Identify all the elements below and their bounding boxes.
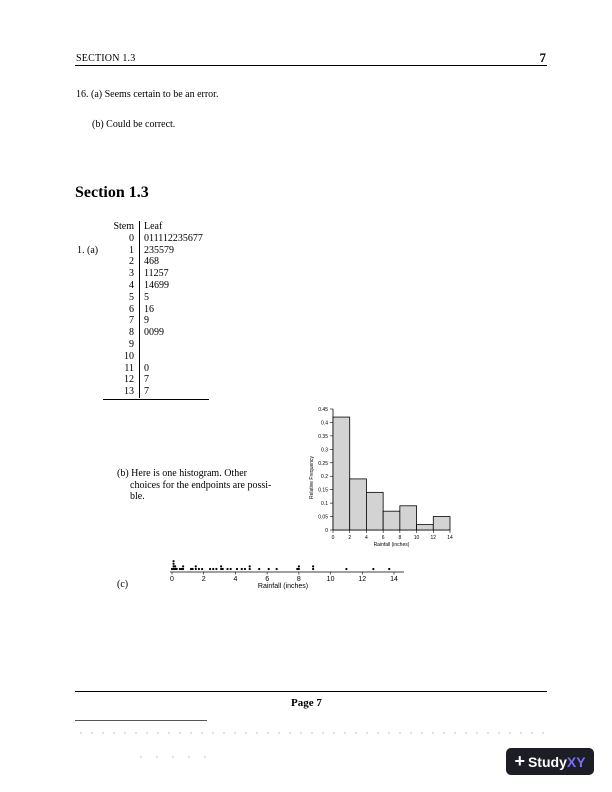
histogram-x-axis-label: Rainfall (inches) bbox=[373, 542, 410, 548]
section-title: Section 1.3 bbox=[75, 184, 149, 201]
histogram-x-tick-label: 2 bbox=[348, 535, 352, 541]
stem-leaf-row bbox=[103, 351, 204, 363]
dotplot-point bbox=[174, 565, 176, 567]
dotplot-point bbox=[345, 568, 347, 570]
faded-footnote-line bbox=[80, 730, 550, 736]
histogram-x-tick-label: 6 bbox=[381, 535, 385, 541]
problem-1b-line1: (b) Here is one histogram. Other bbox=[117, 468, 247, 479]
stem-leaf-header-row bbox=[103, 221, 204, 233]
histogram-bar bbox=[417, 525, 434, 530]
stem-leaf-row bbox=[103, 233, 204, 245]
leaf-value bbox=[140, 339, 205, 351]
stem-leaf-row bbox=[103, 280, 204, 292]
dotplot-point bbox=[220, 565, 222, 567]
dotplot-point bbox=[276, 568, 278, 570]
dotplot-point bbox=[176, 568, 178, 570]
leaf-value: 011112235677 bbox=[144, 232, 203, 244]
dotplot-point bbox=[372, 568, 374, 570]
dotplot-x-tick-label: 14 bbox=[390, 576, 398, 583]
histogram-x-tick-label: 14 bbox=[447, 535, 453, 541]
histogram-bar bbox=[366, 492, 383, 530]
dotplot-point bbox=[209, 568, 211, 570]
dotplot-point bbox=[230, 568, 232, 570]
running-header-section: SECTION 1.3 bbox=[76, 53, 136, 64]
histogram-y-tick-label: 0.2 bbox=[321, 474, 328, 481]
histogram-chart bbox=[300, 402, 460, 552]
histogram-y-tick-label: 0.1 bbox=[321, 501, 328, 508]
stem-value: 10 bbox=[103, 351, 140, 363]
dotplot-point bbox=[212, 568, 214, 570]
histogram-y-tick-label: 0.05 bbox=[318, 514, 328, 521]
leaf-value: 9 bbox=[144, 315, 149, 327]
stem-leaf-row bbox=[103, 327, 204, 339]
dotplot-x-tick-label: 0 bbox=[170, 576, 174, 583]
histogram-bar bbox=[383, 511, 400, 530]
histogram-x-tick-label: 12 bbox=[430, 535, 437, 541]
stem-leaf-row bbox=[103, 339, 204, 351]
running-header-page-number: 7 bbox=[539, 50, 546, 65]
problem-1b-text bbox=[117, 468, 277, 503]
leaf-value: 14699 bbox=[144, 279, 169, 291]
dotplot-x-tick-label: 8 bbox=[296, 576, 301, 583]
dotplot-point bbox=[312, 565, 314, 567]
histogram-x-tick-label: 4 bbox=[365, 535, 368, 541]
stem-header: Stem bbox=[103, 221, 140, 233]
dotplot-point bbox=[258, 568, 260, 570]
footer-page-label: Page 7 bbox=[291, 697, 322, 709]
stem-value: 8 bbox=[103, 327, 140, 339]
dotplot-x-tick-label: 2 bbox=[201, 576, 206, 583]
logo-brand-accent: XY bbox=[566, 753, 586, 770]
stem-value: 13 bbox=[103, 386, 140, 398]
histogram-y-tick-label: 0.15 bbox=[318, 487, 328, 494]
leaf-value: 16 bbox=[144, 303, 154, 315]
stem-leaf-row bbox=[103, 292, 204, 304]
dotplot-point bbox=[195, 568, 197, 570]
histogram-y-tick-label: 0.4 bbox=[321, 420, 328, 427]
histogram-y-tick-label: 0.45 bbox=[318, 407, 328, 413]
leaf-value: 5 bbox=[144, 291, 149, 303]
stem-leaf-row bbox=[103, 315, 204, 327]
histogram-bar bbox=[333, 417, 350, 530]
plus-icon: + bbox=[514, 751, 525, 771]
stem-leaf-row bbox=[103, 374, 204, 386]
dotplot-point bbox=[195, 565, 197, 567]
stem-value: 4 bbox=[103, 280, 140, 292]
dotplot-point bbox=[241, 568, 243, 570]
problem-1b-line2: choices for the endpoints are possi- bbox=[130, 479, 272, 491]
studyxy-logo[interactable] bbox=[506, 748, 594, 775]
stem-value: 7 bbox=[103, 315, 140, 327]
problem-1b-line3: ble. bbox=[130, 491, 145, 502]
leaf-value: 7 bbox=[144, 374, 149, 386]
stem-value: 0 bbox=[103, 233, 140, 245]
leaf-value: 0 bbox=[144, 362, 149, 374]
dotplot-point bbox=[192, 568, 194, 570]
dotplot-point bbox=[388, 568, 390, 570]
stem-and-leaf-table bbox=[103, 221, 204, 398]
problem-16a-text: 16. (a) Seems certain to be an error. bbox=[76, 89, 219, 100]
dotplot-point bbox=[298, 565, 300, 567]
stem-leaf-row bbox=[103, 245, 204, 257]
dotplot-point bbox=[312, 568, 314, 570]
dotplot-point bbox=[198, 568, 200, 570]
dotplot-point bbox=[182, 565, 184, 567]
dotplot-chart bbox=[160, 555, 410, 593]
dotplot-point bbox=[222, 568, 224, 570]
dotplot-x-tick-label: 6 bbox=[265, 576, 270, 583]
histogram-y-tick-label: 0.35 bbox=[318, 433, 328, 440]
stem-value: 12 bbox=[103, 374, 140, 386]
histogram-y-axis-label: Relative Frequency bbox=[309, 455, 315, 500]
dotplot-point bbox=[236, 568, 238, 570]
histogram-bar bbox=[350, 479, 367, 530]
histogram-x-tick-label: 10 bbox=[413, 535, 420, 541]
problem-1c-label: (c) bbox=[117, 579, 129, 590]
stem-leaf-row bbox=[103, 386, 204, 398]
dotplot-point bbox=[182, 568, 184, 570]
histogram-x-tick-label: 8 bbox=[398, 535, 402, 541]
dotplot-point bbox=[215, 568, 217, 570]
dotplot-point bbox=[249, 565, 251, 567]
histogram-y-tick-label: 0.3 bbox=[321, 447, 328, 454]
footer-rule bbox=[75, 691, 547, 692]
dotplot-x-axis-label: Rainfall (inches) bbox=[257, 583, 309, 590]
stem-value: 6 bbox=[103, 304, 140, 316]
header-rule bbox=[75, 65, 547, 66]
histogram-y-tick-label: 0 bbox=[325, 528, 328, 534]
leaf-header: Leaf bbox=[144, 221, 163, 232]
stem-value: 11 bbox=[103, 363, 140, 375]
histogram-bar bbox=[433, 517, 450, 530]
dotplot-point bbox=[244, 568, 246, 570]
stem-leaf-row bbox=[103, 268, 204, 280]
leaf-value: 468 bbox=[144, 256, 159, 268]
stem-value: 3 bbox=[103, 268, 140, 280]
dotplot-point bbox=[226, 568, 228, 570]
stem-value: 1 bbox=[103, 245, 140, 257]
leaf-value: 11257 bbox=[144, 268, 169, 280]
dotplot-point bbox=[172, 560, 174, 562]
leaf-value: 235579 bbox=[144, 244, 174, 256]
dotplot-x-tick-label: 12 bbox=[358, 576, 367, 583]
dotplot-point bbox=[201, 568, 203, 570]
histogram-bar bbox=[400, 506, 417, 530]
dotplot-x-tick-label: 4 bbox=[233, 576, 238, 583]
dotplot-point bbox=[298, 568, 300, 570]
stem-value: 9 bbox=[103, 339, 140, 351]
stem-leaf-row bbox=[103, 256, 204, 268]
footnote-rule bbox=[75, 720, 207, 721]
leaf-value: 0099 bbox=[144, 327, 164, 339]
histogram-x-tick-label: 0 bbox=[331, 535, 335, 541]
dotplot-x-tick-label: 10 bbox=[326, 576, 335, 583]
stem-leaf-row bbox=[103, 304, 204, 316]
dotplot-point bbox=[249, 568, 251, 570]
histogram-y-tick-label: 0.25 bbox=[318, 460, 328, 467]
stem-table-bottom-rule bbox=[103, 399, 209, 400]
dotplot-point bbox=[268, 568, 270, 570]
dotplot-point bbox=[172, 563, 174, 565]
problem-16b-text: (b) Could be correct. bbox=[92, 119, 176, 130]
logo-brand-main: Study bbox=[527, 753, 567, 770]
stem-value: 5 bbox=[103, 292, 140, 304]
leaf-value: 7 bbox=[144, 386, 149, 398]
stem-value: 2 bbox=[103, 256, 140, 268]
faded-footnote-line-2 bbox=[140, 754, 210, 760]
problem-1a-label: 1. (a) bbox=[77, 245, 99, 256]
stem-leaf-row bbox=[103, 363, 204, 375]
leaf-value bbox=[140, 351, 205, 363]
